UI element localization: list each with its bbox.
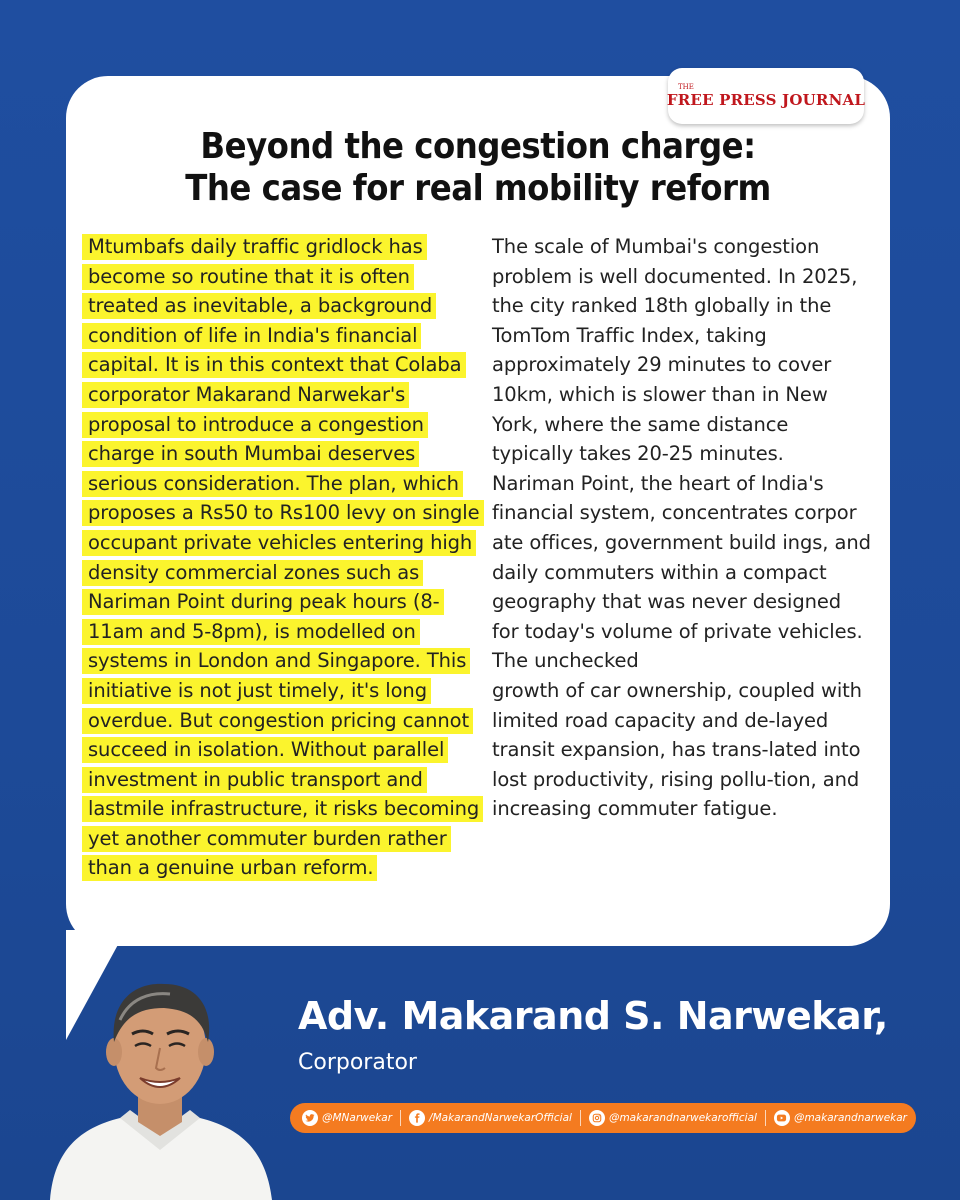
right-paragraph-2: growth of car ownership, coupled with limited road capacity and de-layed transit expansion, has trans-lated into lost productivity, rising pollu-tion, and increasing commuter fatigue. — [492, 678, 862, 821]
article-left-column — [82, 232, 482, 883]
highlighted-paragraph: Mtumbafs daily traffic gridlock has become so routine that it is often treated as inevitable, a background condition of life in India's financial capital. It is in this context that Colaba corporator Makarand Narwekar's proposal to introduce a congestion charge in south Mumbai deserves serious consideration. The plan, which proposes a Rs50 to Rs100 levy on single occupant private vehicles entering high density commercial zones such as Nariman Point during peak hours (8-11am and 5-8pm), is modelled on systems in London and Singapore. This initiative is not just timely, it's long overdue. But congestion pricing cannot succeed in isolation. Without parallel investment in public transport and lastmile infrastructure, it risks becoming yet another commuter burden rather than a genuine urban reform. — [82, 234, 484, 881]
facebook-handle: /MakarandNarwekarOfficial — [429, 1112, 572, 1124]
title-line-2: The case for real mobility reform — [185, 168, 771, 209]
twitter-handle: @MNarwekar — [322, 1112, 393, 1124]
article-title — [66, 126, 890, 210]
social-youtube[interactable] — [774, 1110, 907, 1126]
publication-prefix: THE — [678, 82, 694, 91]
right-paragraph-1: The scale of Mumbai's congestion problem is well documented. In 2025, the city ranked 18th globally in the TomTom Traffic Index, taking approximately 29 minutes to cover 10km, which is slower than in New York, where the same distance typically takes 20-25 minutes. Nariman Point, the heart of India's financial system, concentrates corpor ate offices, government build ings, and daily commuters within a compact geography that was never designed for today's volume of private vehicles. The unchecked — [492, 235, 871, 673]
divider — [400, 1110, 401, 1126]
publication-logo — [668, 68, 864, 124]
youtube-icon — [774, 1110, 790, 1126]
divider — [580, 1110, 581, 1126]
instagram-handle: @makarandnarwekarofficial — [608, 1112, 757, 1124]
divider — [765, 1110, 766, 1126]
author-name: Adv. Makarand S. Narwekar, — [298, 994, 888, 1038]
youtube-handle: @makarandnarwekar — [793, 1112, 907, 1124]
article-right-column — [492, 232, 872, 824]
facebook-icon — [409, 1110, 425, 1126]
social-instagram[interactable] — [589, 1110, 757, 1126]
publication-name: FREE PRESS JOURNAL — [666, 90, 866, 109]
title-line-1: Beyond the congestion charge: — [200, 126, 756, 167]
social-twitter[interactable] — [302, 1110, 392, 1126]
instagram-icon — [589, 1110, 605, 1126]
twitter-icon — [302, 1110, 318, 1126]
author-role: Corporator — [298, 1050, 417, 1075]
author-portrait — [40, 950, 280, 1200]
social-facebook[interactable] — [409, 1110, 572, 1126]
social-bar — [290, 1103, 916, 1133]
